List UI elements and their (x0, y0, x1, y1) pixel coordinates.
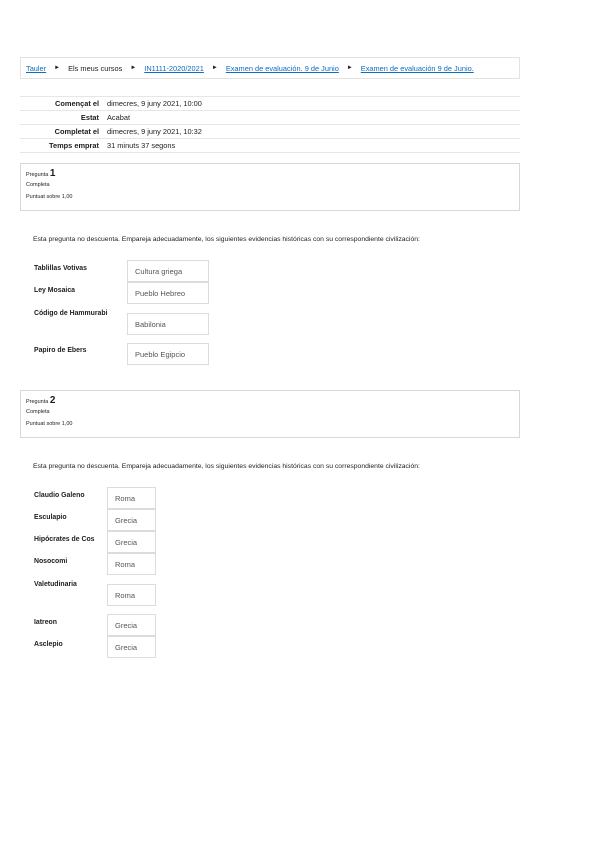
summary-row-state (20, 110, 520, 124)
question-label: Pregunta (26, 172, 49, 178)
match-answer-select[interactable]: Grecia (107, 531, 156, 553)
match-term: Claudio Galeno (34, 492, 85, 499)
question-grade: Puntuat sobre 1,00 (26, 193, 73, 200)
question-2-text: Esta pregunta no descuenta. Empareja adecuadamente, los siguientes evidencias históricas con su correspondiente civilización: (33, 463, 420, 470)
match-term: Nosocomi (34, 558, 68, 565)
match-term: Ley Mosaica (34, 287, 75, 294)
summary-key: Completat el (54, 127, 99, 136)
attempt-summary-table (20, 96, 520, 153)
summary-value: dimecres, 9 juny 2021, 10:32 (107, 127, 202, 136)
question-state: Completa (26, 409, 50, 415)
breadcrumb-link-exam-section[interactable]: Examen de evaluación. 9 de Junio (225, 63, 339, 73)
question-2-info (20, 390, 520, 438)
breadcrumb (20, 57, 520, 79)
summary-row-started (20, 96, 520, 110)
summary-value: dimecres, 9 juny 2021, 10:00 (107, 99, 202, 108)
question-label: Pregunta (26, 399, 49, 405)
match-term: Papiro de Ebers (34, 347, 87, 354)
summary-key: Començat el (55, 99, 99, 108)
match-answer-select[interactable]: Pueblo Egipcio (127, 343, 209, 365)
breadcrumb-item-my-courses[interactable]: Els meus cursos (68, 63, 123, 73)
match-answer-select[interactable]: Roma (107, 487, 156, 509)
match-answer-select[interactable]: Roma (107, 584, 156, 606)
question-state: Completa (26, 182, 50, 188)
match-term: Esculapio (34, 514, 67, 521)
match-answer-select[interactable]: Roma (107, 553, 156, 575)
match-answer-select[interactable]: Cultura griega (127, 260, 209, 282)
breadcrumb-separator-icon: ► (346, 65, 353, 71)
breadcrumb-link-course[interactable]: IN1111-2020/2021 (144, 63, 204, 73)
question-grade: Puntuat sobre 1,00 (26, 420, 73, 427)
question-1-info (20, 163, 520, 211)
match-answer-select[interactable]: Pueblo Hebreo (127, 282, 209, 304)
match-term: Tablillas Votivas (34, 265, 87, 272)
question-number: 2 (49, 395, 56, 406)
match-term: Código de Hammurabi (34, 310, 108, 317)
summary-key: Estat (80, 113, 99, 122)
summary-value: Acabat (107, 113, 131, 122)
match-term: Hipócrates de Cos (34, 536, 95, 543)
breadcrumb-link-exam[interactable]: Examen de evaluación 9 de Junio. (360, 63, 474, 73)
match-answer-select[interactable]: Grecia (107, 614, 156, 636)
match-term: Valetudinaria (34, 581, 77, 588)
question-1-text: Esta pregunta no descuenta. Empareja adecuadamente, los siguientes evidencias históricas con su correspondiente civilización: (33, 236, 420, 243)
match-term: Iatreon (34, 619, 57, 626)
summary-value: 31 minuts 37 segons (107, 141, 176, 150)
breadcrumb-separator-icon: ► (211, 65, 218, 71)
summary-row-time-taken (20, 138, 520, 153)
match-answer-select[interactable]: Babilonia (127, 313, 209, 335)
summary-key: Temps emprat (49, 141, 99, 150)
match-answer-select[interactable]: Grecia (107, 636, 156, 658)
match-term: Asclepio (34, 641, 63, 648)
breadcrumb-link-tauler[interactable]: Tauler (26, 63, 47, 73)
breadcrumb-separator-icon: ► (130, 65, 137, 71)
breadcrumb-separator-icon: ► (54, 65, 61, 71)
summary-row-completed (20, 124, 520, 138)
question-number: 1 (49, 168, 56, 179)
match-answer-select[interactable]: Grecia (107, 509, 156, 531)
